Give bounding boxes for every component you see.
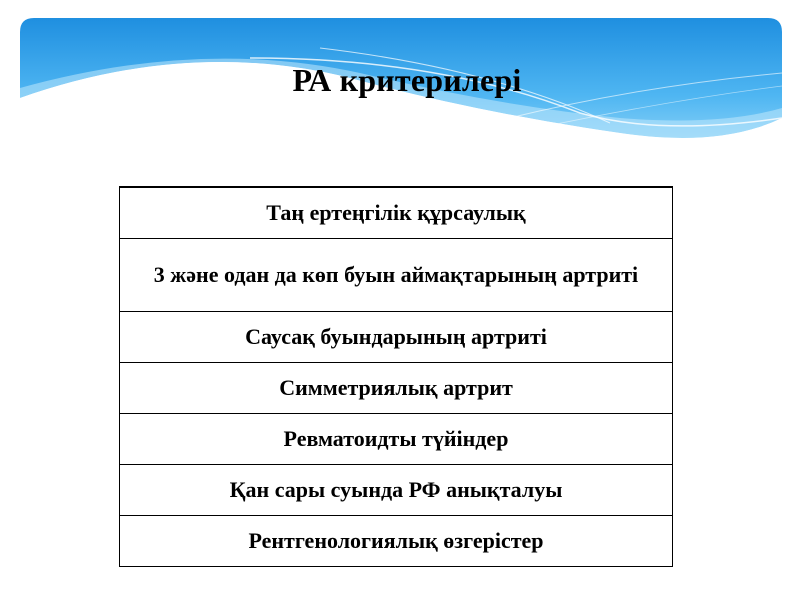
- table-row: [120, 516, 673, 567]
- criteria-table: [119, 186, 673, 567]
- criterion-cell: 3 және одан да көп буын аймақтарының артриті: [120, 239, 673, 312]
- criterion-cell: Саусақ буындарының артриті: [120, 312, 673, 363]
- criterion-cell: Ревматоидты түйіндер: [120, 414, 673, 465]
- criterion-cell: Рентгенологиялық өзгерістер: [120, 516, 673, 567]
- table-row: [120, 239, 673, 312]
- table-row: [120, 414, 673, 465]
- table-row: [120, 312, 673, 363]
- slide-title: РА критерилері: [292, 62, 522, 98]
- table-row: [120, 187, 673, 239]
- criterion-cell: Таң ертеңгілік құрсаулық: [120, 187, 673, 239]
- table-row: [120, 465, 673, 516]
- criterion-cell: Қан сары суында РФ анықталуы: [120, 465, 673, 516]
- criterion-cell: Симметриялық артрит: [120, 363, 673, 414]
- table-row: [120, 363, 673, 414]
